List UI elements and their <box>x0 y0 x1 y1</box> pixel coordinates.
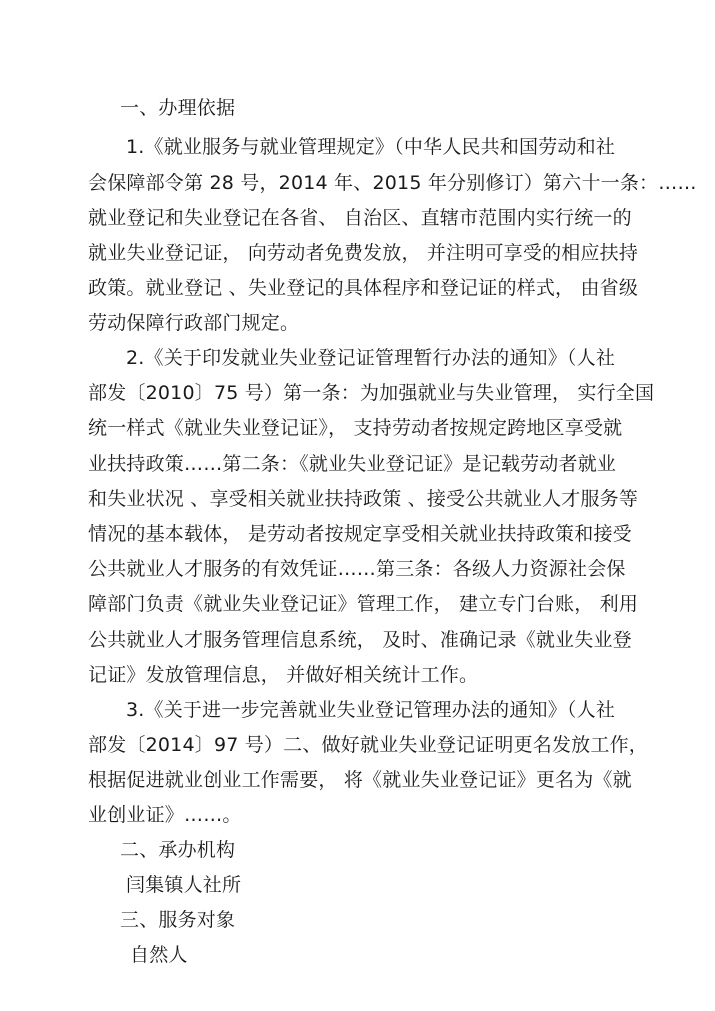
paragraph-line: 就业登记和失业登记在各省、 自治区、直辖市范围内实行统一的 <box>88 207 632 229</box>
section-heading-agency: 二、承办机构 <box>120 839 236 861</box>
paragraph-line: 部发〔2010〕75 号）第一条：为加强就业与失业管理， 实行全国 <box>88 382 655 404</box>
paragraph-line: 公共就业人才服务管理信息系统， 及时、准确记录《就业失业登 <box>88 629 632 651</box>
paragraph-line: 就业失业登记证， 向劳动者免费发放， 并注明可享受的相应扶持 <box>88 242 639 264</box>
paragraph-line: 业扶持政策……第二条：《就业失业登记证》是记载劳动者就业 <box>88 453 617 475</box>
paragraph-line: 2.《关于印发就业失业登记证管理暂行办法的通知》（人社 <box>126 347 616 369</box>
paragraph-line: 和失业状况 、享受相关就业扶持政策 、接受公共就业人才服务等 <box>88 488 639 510</box>
paragraph-line: 记证》发放管理信息， 并做好相关统计工作。 <box>88 664 479 686</box>
paragraph-line: 3.《关于进一步完善就业失业登记管理办法的通知》（人社 <box>126 699 616 721</box>
paragraph-line: 障部门负责《就业失业登记证》管理工作， 建立专门台账， 利用 <box>88 593 639 615</box>
agency-value: 闫集镇人社所 <box>126 874 242 896</box>
paragraph-line: 劳动保障行政部门规定。 <box>88 312 300 334</box>
paragraph-line: 会保障部令第 28 号，2014 年、2015 年分别修订）第六十一条：…… <box>88 172 697 194</box>
target-value: 自然人 <box>130 944 188 966</box>
section-heading-target: 三、服务对象 <box>120 909 236 931</box>
section-heading-basis: 一、办理依据 <box>120 97 236 119</box>
paragraph-line: 情况的基本载体， 是劳动者按规定享受相关就业扶持政策和接受 <box>88 523 632 545</box>
paragraph-line: 业创业证》……。 <box>88 804 242 826</box>
paragraph-line: 部发〔2014〕97 号）二、做好就业失业登记证明更名发放工作， <box>88 734 648 756</box>
paragraph-line: 根据促进就业创业工作需要， 将《就业失业登记证》更名为《就 <box>88 769 632 791</box>
paragraph-line: 公共就业人才服务的有效凭证……第三条：各级人力资源社会保 <box>88 558 626 580</box>
paragraph-line: 政策。就业登记 、失业登记的具体程序和登记证的样式， 由省级 <box>88 277 639 299</box>
paragraph-line: 统一样式《就业失业登记证》， 支持劳动者按规定跨地区享受就 <box>88 417 623 439</box>
paragraph-line: 1.《就业服务与就业管理规定》（中华人民共和国劳动和社 <box>126 136 616 158</box>
